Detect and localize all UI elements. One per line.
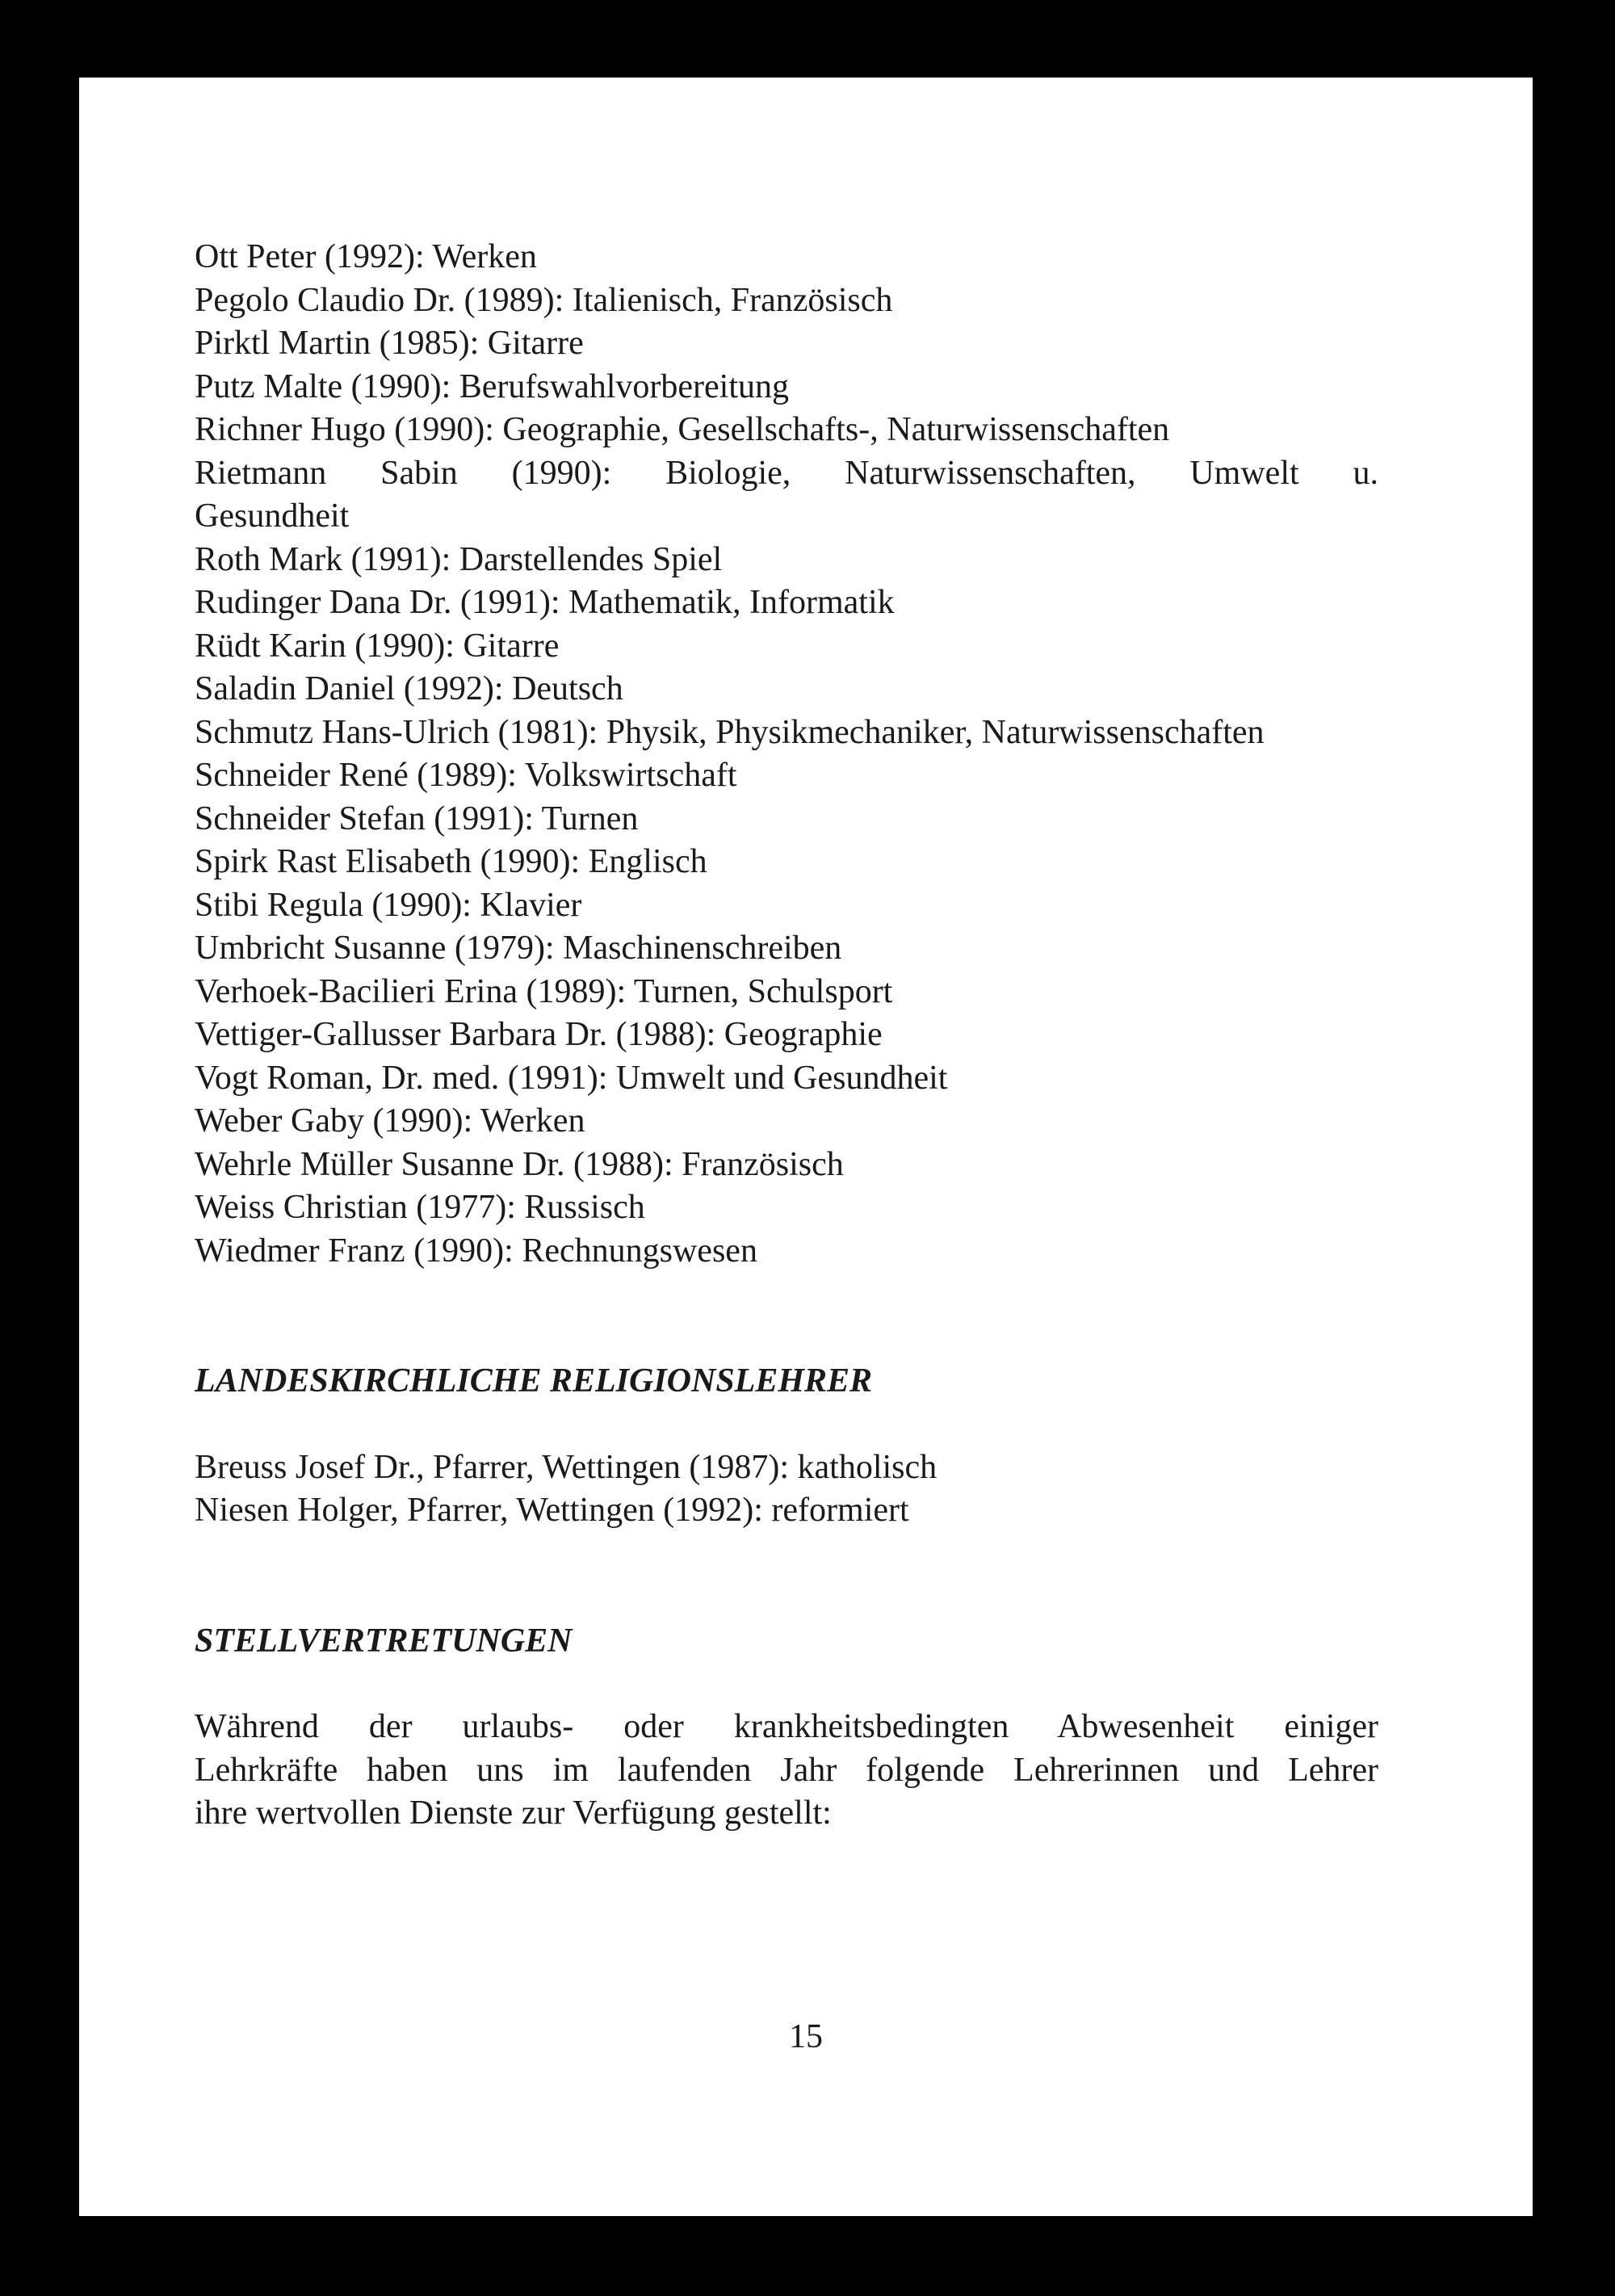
paragraph-line: ihre wertvollen Dienste zur Verfügung gestellt: [195, 1794, 832, 1832]
document-page [79, 78, 1533, 2216]
list-item: Richner Hugo (1990): Geographie, Gesellschafts-, Naturwissenschaften [195, 411, 1170, 448]
list-item: Schneider Stefan (1991): Turnen [195, 800, 639, 837]
list-item: Schmutz Hans-Ulrich (1981): Physik, Physikmechaniker, Naturwissenschaften [195, 713, 1265, 751]
section-heading-substitutes: STELLVERTRETUNGEN [195, 1622, 573, 1660]
list-item: Breuss Josef Dr., Pfarrer, Wettingen (1987): katholisch [195, 1448, 938, 1486]
list-item: Weiss Christian (1977): Russisch [195, 1189, 645, 1226]
list-item: Wiedmer Franz (1990): Rechnungswesen [195, 1232, 757, 1270]
list-item: Wehrle Müller Susanne Dr. (1988): Französisch [195, 1145, 844, 1183]
list-item: Rietmann Sabin (1990): Biologie, Naturwissenschaften, Umwelt u. [195, 454, 1378, 492]
religion-list [195, 1446, 1378, 1533]
paragraph-line: Lehrkräfte haben uns im laufenden Jahr folgende Lehrerinnen und Lehrer [195, 1751, 1378, 1789]
list-item: Putz Malte (1990): Berufswahlvorbereitung [195, 367, 789, 405]
substitutes-paragraph [195, 1706, 1378, 1836]
list-item: Verhoek-Bacilieri Erina (1989): Turnen, Schulsport [195, 972, 893, 1010]
list-item: Umbricht Susanne (1979): Maschinenschreiben [195, 930, 842, 967]
list-item-continuation: Gesundheit [195, 497, 350, 535]
list-item: Pirktl Martin (1985): Gitarre [195, 325, 584, 362]
list-item: Niesen Holger, Pfarrer, Wettingen (1992): reformiert [195, 1492, 909, 1529]
paragraph-line: Während der urlaubs- oder krankheitsbedingten Abwesenheit einiger [195, 1708, 1378, 1745]
page-content [195, 236, 1378, 1836]
list-item: Stibi Regula (1990): Klavier [195, 886, 582, 924]
list-item: Rüdt Karin (1990): Gitarre [195, 627, 560, 665]
list-item: Roth Mark (1991): Darstellendes Spiel [195, 540, 723, 578]
list-item: Weber Gaby (1990): Werken [195, 1102, 585, 1140]
list-item: Schneider René (1989): Volkswirtschaft [195, 757, 737, 794]
list-item: Rudinger Dana Dr. (1991): Mathematik, Informatik [195, 584, 895, 621]
page-number: 15 [789, 2018, 823, 2055]
list-item: Vogt Roman, Dr. med. (1991): Umwelt und Gesundheit [195, 1059, 948, 1097]
list-item: Vettiger-Gallusser Barbara Dr. (1988): Geographie [195, 1016, 883, 1053]
list-item: Saladin Daniel (1992): Deutsch [195, 670, 623, 707]
teacher-list [195, 236, 1378, 1273]
list-item: Ott Peter (1992): Werken [195, 238, 537, 275]
list-item: Spirk Rast Elisabeth (1990): Englisch [195, 843, 707, 880]
list-item: Pegolo Claudio Dr. (1989): Italienisch, Französisch [195, 281, 893, 319]
section-heading-religion: LANDESKIRCHLICHE RELIGIONSLEHRER [195, 1362, 873, 1400]
